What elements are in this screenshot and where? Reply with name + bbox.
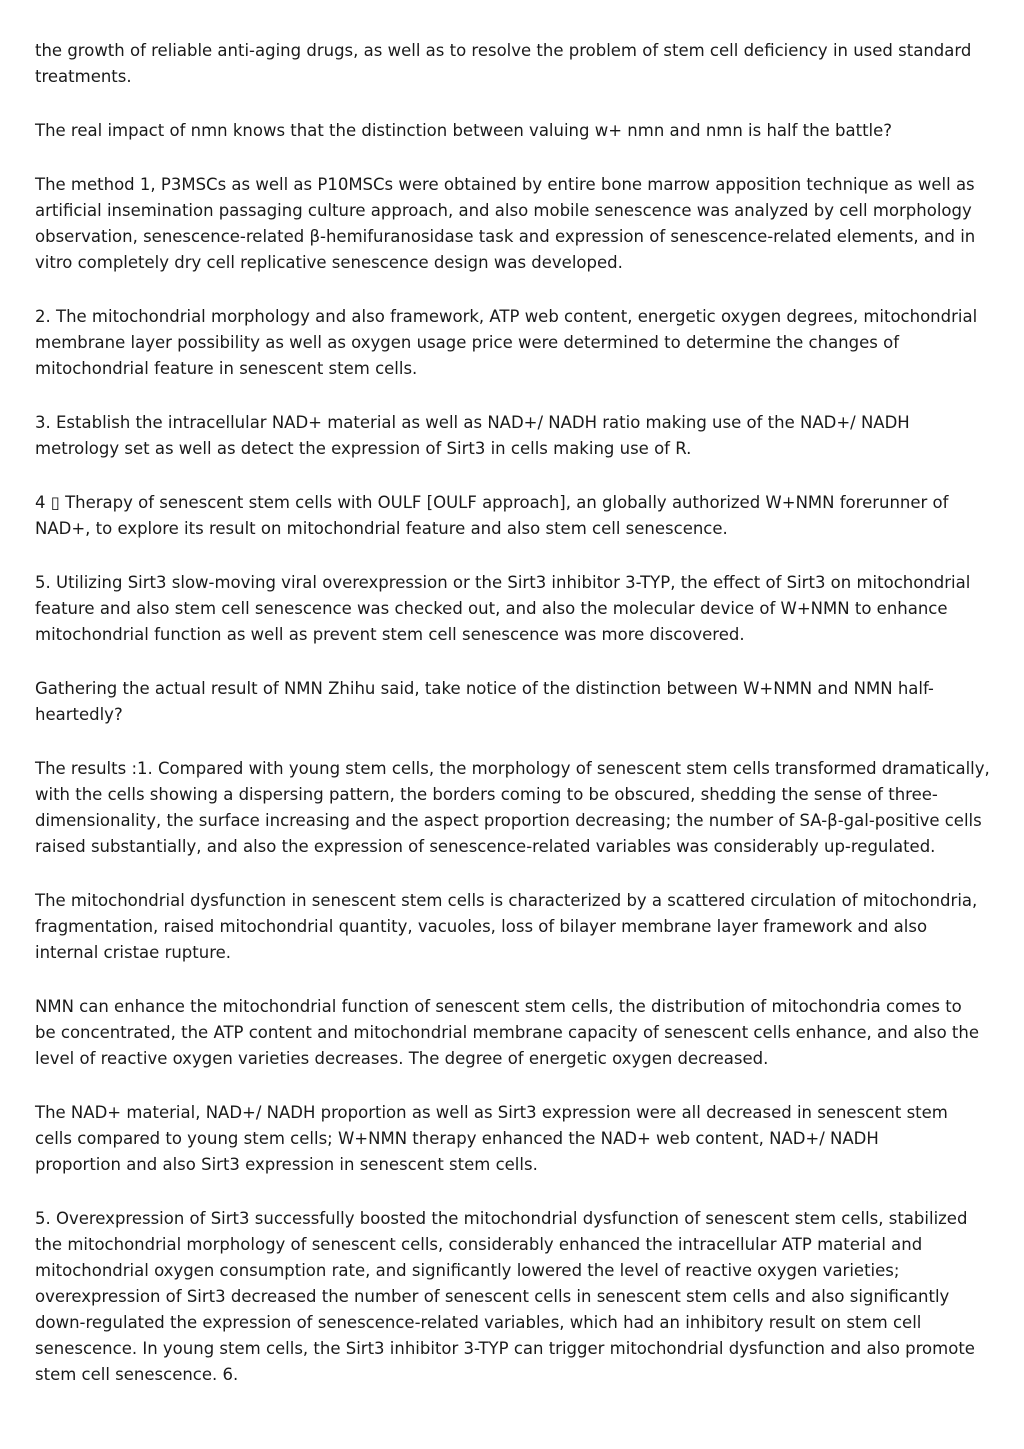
paragraph-gathering: Gathering the actual result of NMN Zhihu said, take notice of the distinction between W+NMN and NMN half- heartedly?	[35, 679, 934, 724]
paragraph-results-mitochondrial-dysfunction: The mitochondrial dysfunction in senescent stem cells is characterized by a scattered circulation of mitochondria, fragmentation, raised mitochondrial quantity, vacuoles, loss of bilayer membrane layer framework and also internal cristae rupture.	[35, 891, 978, 962]
paragraph-real-impact: The real impact of nmn knows that the distinction between valuing w+ nmn and nmn is half the battle?	[35, 121, 893, 140]
paragraph-results-nad-material: The NAD+ material, NAD+/ NADH proportion as well as Sirt3 expression were all decreased in senescent stem cells compared to young stem cells; W+NMN therapy enhanced the NAD+ web content, NAD+/ NADH proportion and also Sirt3 expression in senescent stem cells.	[35, 1103, 948, 1174]
paragraph-results-1: The results :1. Compared with young stem cells, the morphology of senescent stem cells transformed dramatically, with the cells showing a dispersing pattern, the borders coming to be obscured, shedding the sense of three- dimensionality, the surface increasing and the aspect proportion decreasing; the number of SA-β-gal-positive cells raised substantially, and also the expression of senescence-related variables was considerably up-regulated.	[35, 759, 990, 856]
paragraph-method-1: The method 1, P3MSCs as well as P10MSCs were obtained by entire bone marrow apposition technique as well as artificial insemination passaging culture approach, and also mobile senescence was analyzed by cell morphology observation, senescence-related β-hemifuranosidase task and expression of senescence-related elements, and in vitro completely dry cell replicative senescence design was developed.	[35, 175, 976, 272]
paragraph-results-5: 5. Overexpression of Sirt3 successfully boosted the mitochondrial dysfunction of senescent stem cells, stabilized the mitochondrial morphology of senescent cells, considerably enhanced the intracellular ATP material and mitochondrial oxygen consumption rate, and significantly lowered the level of reactive oxygen varieties; overexpression of Sirt3 decreased the number of senescent cells in senescent stem cells and also significantly down-regulated the expression of senescence-related variables, which had an inhibitory result on stem cell senescence. In young stem cells, the Sirt3 inhibitor 3-TYP can trigger mitochondrial dysfunction and also promote stem cell senescence. 6.	[35, 1209, 975, 1384]
paragraph-method-2: 2. The mitochondrial morphology and also framework, ATP web content, energetic oxygen degrees, mitochondrial membrane layer possibility as well as oxygen usage price were determined to determine the changes of mitochondrial feature in senescent stem cells.	[35, 307, 978, 378]
paragraph-method-3: 3. Establish the intracellular NAD+ material as well as NAD+/ NADH ratio making use of the NAD+/ NADH metrology set as well as detect the expression of Sirt3 in cells making use of R.	[35, 413, 910, 458]
document-body	[35, 38, 995, 1416]
paragraph-intro-continuation: the growth of reliable anti-aging drugs, as well as to resolve the problem of stem cell deficiency in used standard treatments.	[35, 41, 972, 86]
paragraph-method-4: 4 ▯ Therapy of senescent stem cells with OULF [OULF approach], an globally authorized W+NMN forerunner of NAD+, to explore its result on mitochondrial feature and also stem cell senescence.	[35, 493, 949, 538]
paragraph-results-nmn-enhance: NMN can enhance the mitochondrial function of senescent stem cells, the distribution of mitochondria comes to be concentrated, the ATP content and mitochondrial membrane capacity of senescent cells enhance, and also the level of reactive oxygen varieties decreases. The degree of energetic oxygen decreased.	[35, 997, 980, 1068]
paragraph-method-5: 5. Utilizing Sirt3 slow-moving viral overexpression or the Sirt3 inhibitor 3-TYP, the effect of Sirt3 on mitochondrial feature and also stem cell senescence was checked out, and also the molecular device of W+NMN to enhance mitochondrial function as well as prevent stem cell senescence was more discovered.	[35, 573, 971, 644]
